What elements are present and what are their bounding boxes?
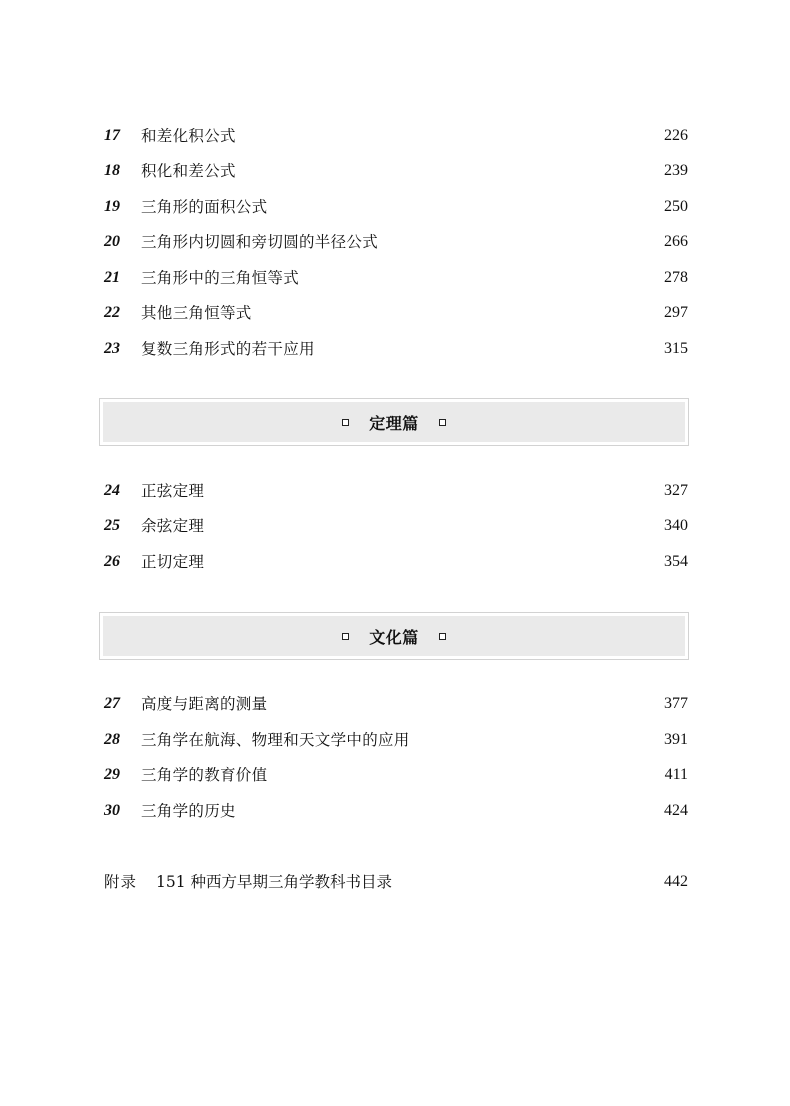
appendix-title: 151 种西方早期三角学教科书目录 <box>156 873 393 891</box>
toc-entry <box>104 230 688 254</box>
toc-entry-page: 278 <box>664 269 688 286</box>
section-title: 定理篇 <box>369 413 419 433</box>
toc-entry-title: 三角形中的三角恒等式 <box>141 269 300 287</box>
appendix-page: 442 <box>664 873 688 890</box>
toc-entry-page: 250 <box>664 198 688 215</box>
toc-entry <box>104 337 688 361</box>
toc-entry-number: 20 <box>104 233 120 250</box>
square-ornament-icon <box>342 633 349 640</box>
toc-entry-title: 三角形的面积公式 <box>141 198 268 216</box>
toc-entry-page: 266 <box>664 233 688 250</box>
section-header-band <box>103 402 685 442</box>
toc-entry <box>104 763 688 787</box>
toc-entry-number: 27 <box>104 695 120 712</box>
toc-entry-title: 三角学的历史 <box>141 802 236 820</box>
toc-entry <box>104 728 688 752</box>
toc-entry-page: 340 <box>664 517 688 534</box>
toc-entry-title: 其他三角恒等式 <box>141 304 252 322</box>
toc-entry-title: 高度与距离的测量 <box>141 695 268 713</box>
toc-entry-page: 377 <box>664 695 688 712</box>
toc-entry-number: 28 <box>104 731 120 748</box>
toc-entry-page: 391 <box>664 731 688 748</box>
toc-entry-number: 30 <box>104 802 120 819</box>
toc-entry <box>104 479 688 503</box>
toc-entry-number: 29 <box>104 766 120 783</box>
toc-entry-title: 余弦定理 <box>141 517 205 535</box>
toc-entry <box>104 159 688 183</box>
toc-entry-number: 26 <box>104 553 120 570</box>
toc-entry-title: 正切定理 <box>141 553 205 571</box>
toc-entry <box>104 266 688 290</box>
toc-entry-number: 24 <box>104 482 120 499</box>
toc-entry-number: 23 <box>104 340 120 357</box>
toc-entry-number: 19 <box>104 198 120 215</box>
toc-entry-number: 25 <box>104 517 120 534</box>
toc-entry-page: 424 <box>664 802 688 819</box>
toc-entry-title: 正弦定理 <box>141 482 205 500</box>
toc-entry-number: 17 <box>104 127 120 144</box>
toc-entry-number: 18 <box>104 162 120 179</box>
toc-entry <box>104 692 688 716</box>
section-header-band <box>103 616 685 656</box>
toc-entry-page: 411 <box>664 766 688 783</box>
square-ornament-icon <box>342 419 349 426</box>
toc-entry-page: 226 <box>664 127 688 144</box>
toc-entry-title: 三角学的教育价值 <box>141 766 268 784</box>
toc-entry <box>104 550 688 574</box>
toc-entry-page: 327 <box>664 482 688 499</box>
section-header-culture <box>99 612 689 660</box>
toc-entry-page: 239 <box>664 162 688 179</box>
toc-entry <box>104 124 688 148</box>
toc-appendix-entry <box>104 870 688 894</box>
toc-entry <box>104 799 688 823</box>
appendix-label: 附录 <box>104 873 138 891</box>
toc-entry <box>104 195 688 219</box>
section-header-theorem <box>99 398 689 446</box>
toc-entry-number: 21 <box>104 269 120 286</box>
square-ornament-icon <box>439 633 446 640</box>
toc-entry-page: 315 <box>664 340 688 357</box>
toc-entry-number: 22 <box>104 304 120 321</box>
toc-entry-title: 三角形内切圆和旁切圆的半径公式 <box>141 233 379 251</box>
section-title: 文化篇 <box>369 627 419 647</box>
square-ornament-icon <box>439 419 446 426</box>
toc-entry-title: 和差化积公式 <box>141 127 236 145</box>
toc-entry-title: 三角学在航海、物理和天文学中的应用 <box>141 731 410 749</box>
toc-entry <box>104 301 688 325</box>
toc-entry-title: 积化和差公式 <box>141 162 236 180</box>
toc-entry-page: 297 <box>664 304 688 321</box>
toc-entry-page: 354 <box>664 553 688 570</box>
toc-entry-title: 复数三角形式的若干应用 <box>141 340 315 358</box>
toc-entry <box>104 514 688 538</box>
